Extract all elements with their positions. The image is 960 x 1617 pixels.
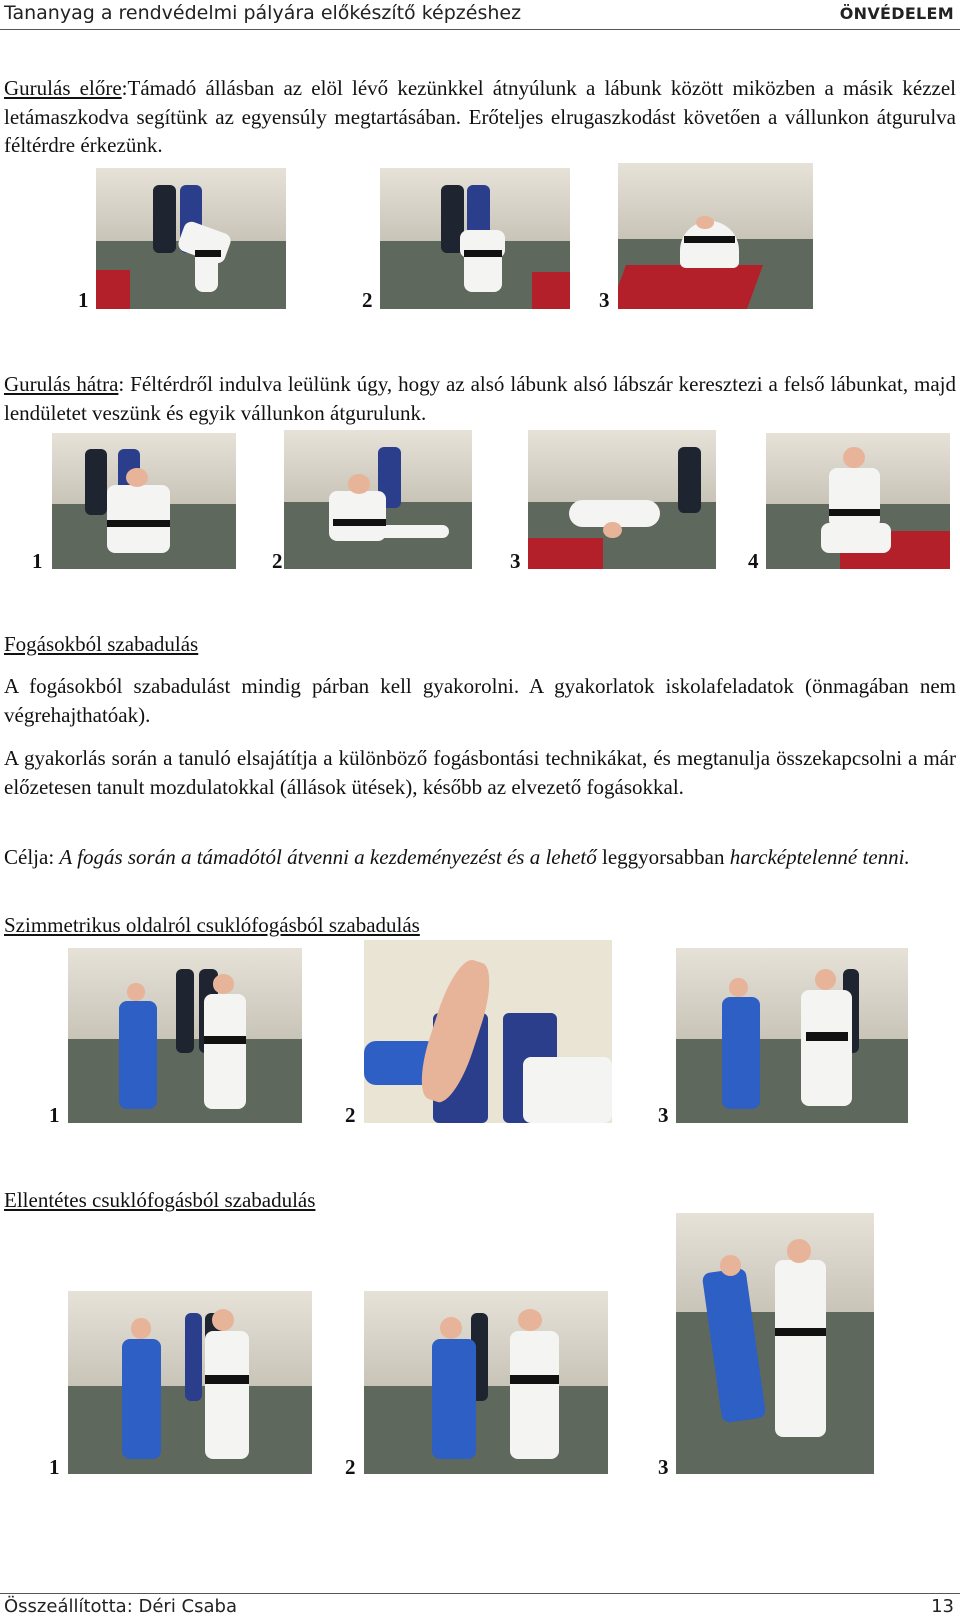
header-section: ÖNVÉDELEM	[839, 4, 954, 23]
symmetric-photo-1	[68, 948, 302, 1123]
opposite-label-2: 2	[345, 1455, 356, 1479]
roll-forward-label-2: 2	[362, 288, 373, 312]
symmetric-label-1: 1	[49, 1103, 60, 1127]
roll-back-photo-1	[52, 433, 236, 569]
header-divider	[0, 29, 960, 30]
symmetric-heading: Szimmetrikus oldalról csuklófogásból szabadulás	[4, 913, 420, 937]
goal-plain: leggyorsabban	[596, 845, 730, 869]
roll-forward-photo-1	[96, 168, 286, 309]
goal-italic: A fogás során a támadótól átvenni a kezdeményezést és a lehető	[59, 845, 597, 869]
roll-back-label-3: 3	[510, 549, 521, 573]
opposite-photo-1	[68, 1291, 312, 1474]
roll-forward-label-1: 1	[78, 288, 89, 312]
symmetric-photo-3	[676, 948, 908, 1123]
roll-back-title: Gurulás hátra	[4, 372, 119, 396]
roll-forward-title: Gurulás előre	[4, 76, 122, 100]
escapes-paragraph-2: A gyakorlás során a tanuló elsajátítja a különböző fogásbontási technikákat, és megtanulja összekapcsolni a már előzetesen tanult mozdulatokkal (állások ütések), később az elvezető fogásokkal.	[4, 746, 956, 799]
footer-divider	[0, 1593, 960, 1594]
roll-back-photo-3	[528, 430, 716, 569]
footer-page-number: 13	[931, 1596, 954, 1617]
roll-back-text: : Féltérdről indulva leülünk úgy, hogy az alsó lábunk alsó lábszár keresztezi a felső lábunkat, majd lendületet veszünk és egyik vállunkon átgurulunk.	[4, 372, 956, 425]
roll-back-paragraph	[4, 370, 956, 427]
roll-back-photo-2	[284, 430, 472, 569]
header-title: Tananyag a rendvédelmi pályára előkészítő képzéshez	[4, 2, 522, 24]
roll-forward-photo-3	[618, 163, 813, 309]
goal-label: Célja:	[4, 845, 60, 869]
symmetric-label-2: 2	[345, 1103, 356, 1127]
opposite-photo-2	[364, 1291, 608, 1474]
footer-author: Összeállította: Déri Csaba	[4, 1596, 237, 1617]
opposite-heading: Ellentétes csuklófogásból szabadulás	[4, 1188, 316, 1212]
escapes-goal	[4, 843, 956, 872]
roll-back-label-2: 2	[272, 549, 283, 573]
roll-forward-text: :Támadó állásban az elöl lévő kezünkkel átnyúlunk a lábunk között miközben a másik kézzel letámaszkodva segítünk az egyensúly megtartásában. Erőteljes elrugaszkodást követően a vállunkon átgurulva féltérdre érkezünk.	[4, 76, 956, 157]
roll-back-label-1: 1	[32, 549, 43, 573]
opposite-photo-3	[676, 1213, 874, 1474]
escapes-heading: Fogásokból szabadulás	[4, 632, 199, 656]
roll-back-photo-4	[766, 433, 950, 569]
roll-back-label-4: 4	[748, 549, 759, 573]
escapes-paragraph-1: A fogásokból szabadulást mindig párban kell gyakorolni. A gyakorlatok iskolafeladatok (önmagában nem végrehajthatóak).	[4, 674, 956, 727]
roll-forward-photo-2	[380, 168, 570, 309]
symmetric-label-3: 3	[658, 1103, 669, 1127]
goal-italic-2: harcképtelenné tenni.	[729, 845, 910, 869]
roll-forward-paragraph	[4, 74, 956, 160]
opposite-label-1: 1	[49, 1455, 60, 1479]
opposite-label-3: 3	[658, 1455, 669, 1479]
roll-forward-label-3: 3	[599, 288, 610, 312]
symmetric-photo-2	[364, 940, 612, 1123]
